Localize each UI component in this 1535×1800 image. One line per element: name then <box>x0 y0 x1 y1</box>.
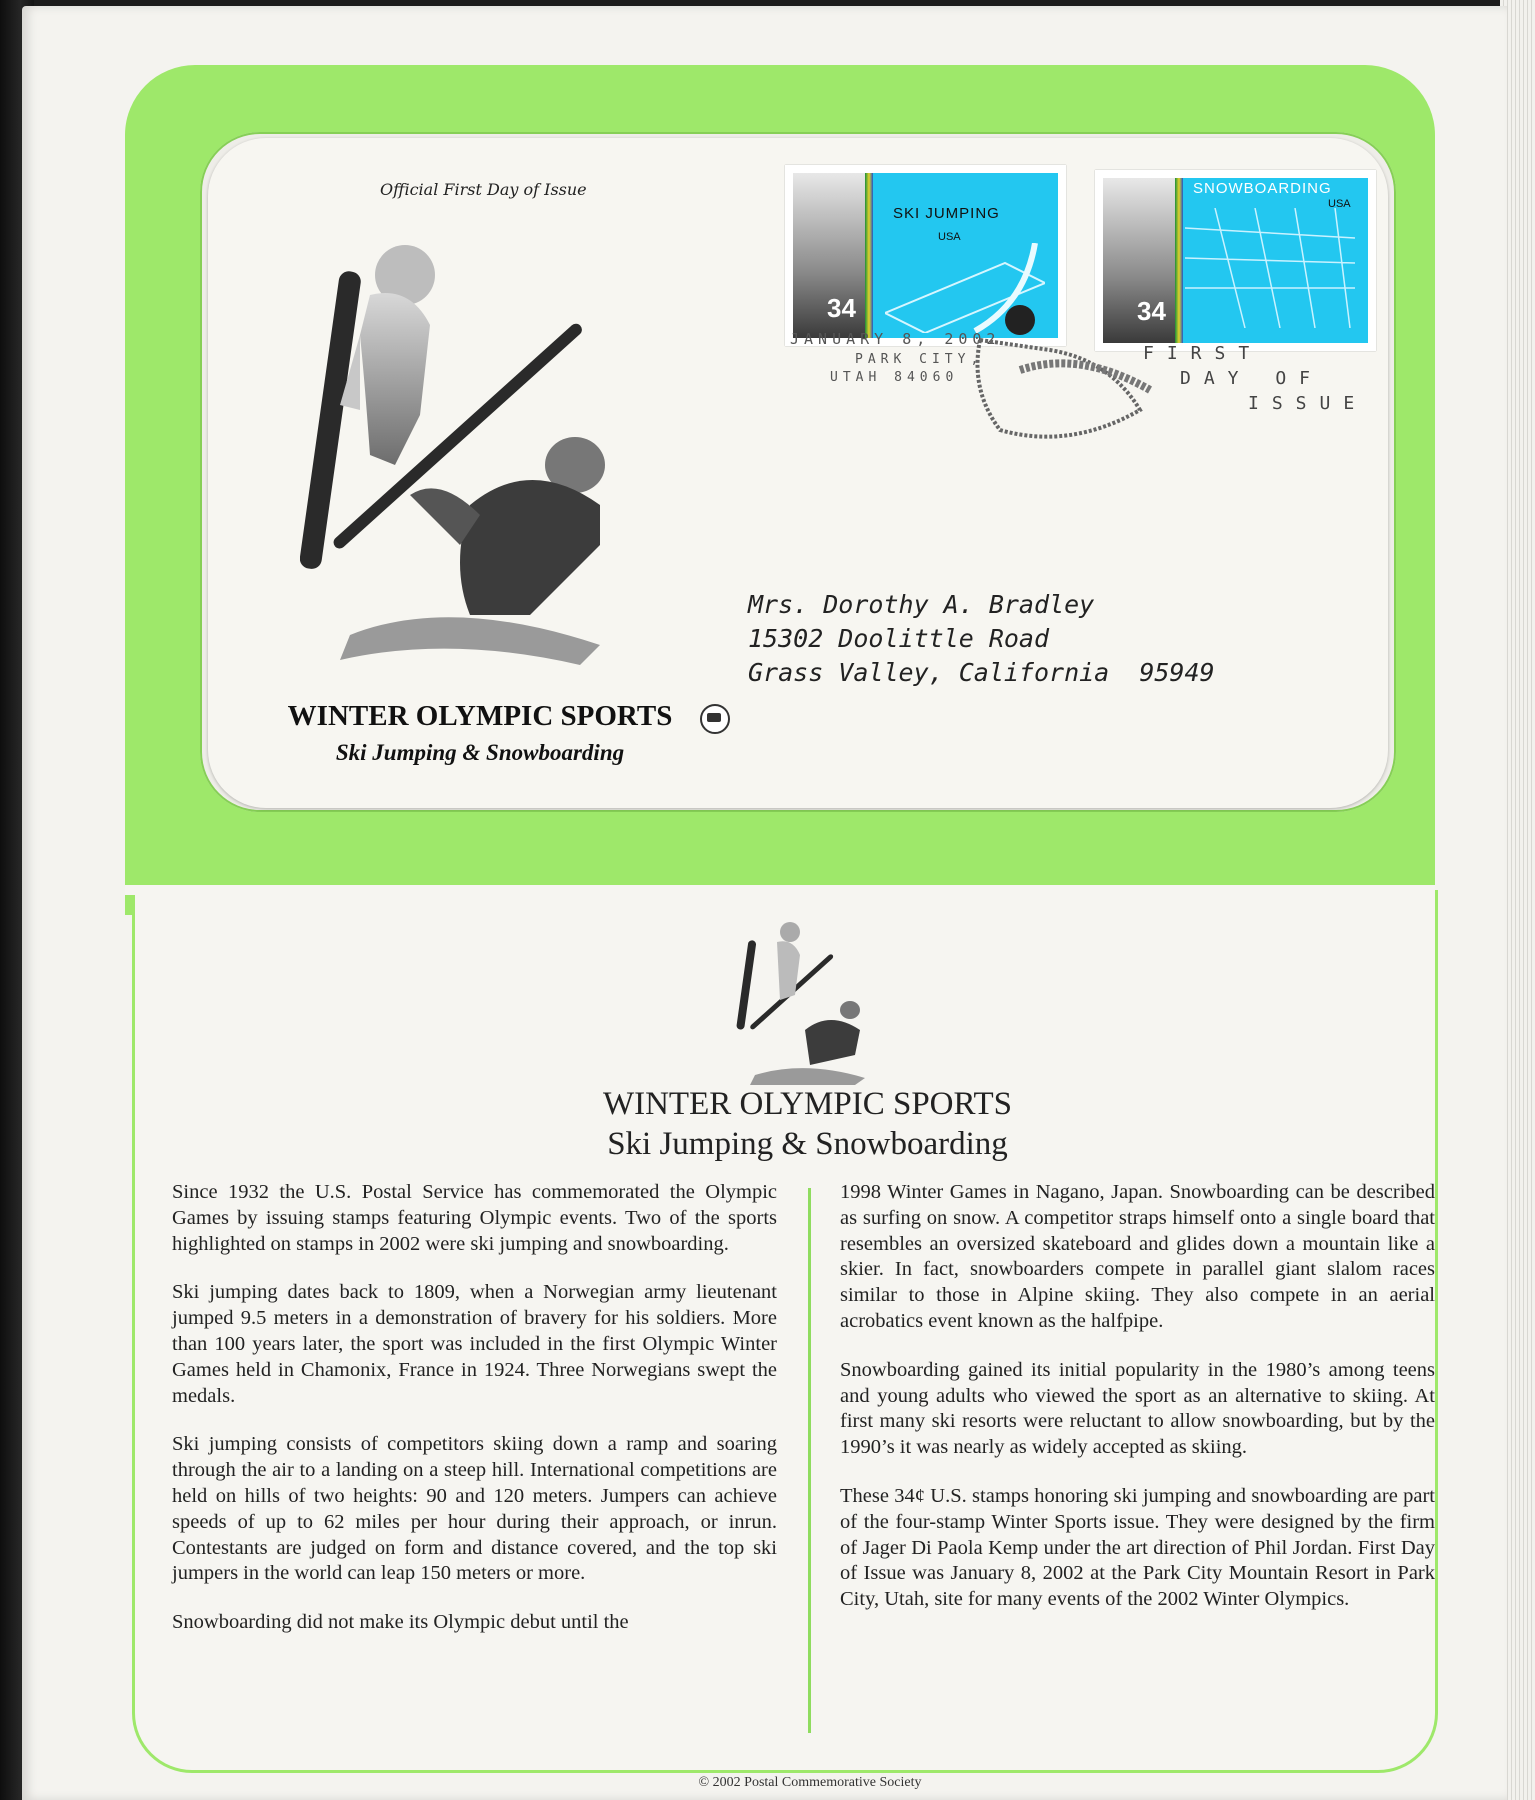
stamp-denomination: 34 <box>1137 296 1166 326</box>
column-divider <box>808 1188 811 1733</box>
postmark-cancel-art <box>960 300 1160 450</box>
paragraph: 1998 Winter Games in Nagano, Japan. Snowboarding can be described as surfing on snow. A competitor straps himself onto a single board that resembles an oversized skateboard and glides down a mountain like a skier. In fact, snowboarders compete in parallel giant slalom races similar to those in Alpine skiing. They also compete in an aerial acrobatics event known as the halfpipe. <box>840 1181 1435 1332</box>
left-text-column <box>172 1180 777 1659</box>
postmark-state-zip: UTAH 84060 <box>830 370 959 385</box>
society-seal-icon <box>700 704 730 734</box>
info-title: WINTER OLYMPIC SPORTS <box>602 1086 1013 1122</box>
mini-ski-snowboard-art <box>735 920 885 1085</box>
paragraph: Snowboarding did not make its Olympic debut until the <box>172 1611 629 1634</box>
paragraph: These 34¢ U.S. stamps honoring ski jumping and snowboarding are part of the four-stamp Winter Sports issue. They were designed by the firm of Jager Di Paola Kemp under the art direction of Phil Jordan. First Day of Issue was January 8, 2002 at the Park City Mountain Resort in Park City, Utah, site for many events of the 2002 Winter Olympics. <box>840 1484 1435 1611</box>
info-subtitle: Ski Jumping & Snowboarding <box>607 1126 1008 1162</box>
stamp-country: USA <box>938 231 961 243</box>
postmark-city: PARK CITY, <box>855 352 984 367</box>
cover-title: WINTER OLYMPIC SPORTS <box>287 700 673 732</box>
address-street: 15302 Doolittle Road <box>748 624 1050 653</box>
stamp-country: USA <box>1328 198 1351 210</box>
paragraph: Ski jumping consists of competitors skiing down a ramp and soaring through the air to a landing on a steep hill. International competitions are held on hills of two heights: 90 and 120 meters. Jumpers can achieve speeds of up to 62 miles per hour during their approach, or inrun. Contestants are judged on form and distance covered, and the top ski jumpers in the world can leap 150 meters or more. <box>172 1433 777 1585</box>
address-city: Grass Valley, California 95949 <box>748 658 1215 687</box>
address-name: Mrs. Dorothy A. Bradley <box>748 590 1095 619</box>
stamp-label: SKI JUMPING <box>893 205 1000 222</box>
fdoi-line1: FIRST <box>1143 343 1263 364</box>
fdoi-line2: DAY OF <box>1180 368 1324 389</box>
paragraph: Since 1932 the U.S. Postal Service has commemorated the Olympic Games by issuing stamps featuring Olympic events. Two of the sports highlighted on stamps in 2002 were ski jumping and snowboarding. <box>172 1181 777 1255</box>
copyright-footer: © 2002 Postal Commemorative Society <box>698 1775 922 1790</box>
paragraph: Snowboarding gained its initial popularity in the 1980’s among teens and young adults who viewed the sport as an alternative to skiing. At first many ski resorts were reluctant to allow snowboarding, but by the 1990’s it was nearly as widely accepted as skiing. <box>840 1358 1435 1459</box>
cover-subtitle: Ski Jumping & Snowboarding <box>335 740 625 765</box>
info-panel-top <box>125 885 1435 895</box>
fdoi-line3: ISSUE <box>1248 393 1368 414</box>
recipient-address <box>748 588 1215 690</box>
stamp-label: SNOWBOARDING <box>1193 180 1332 197</box>
right-text-column <box>840 1180 1435 1636</box>
postmark-date: JANUARY 8, 2002 <box>790 330 1001 348</box>
paragraph: Ski jumping dates back to 1809, when a Norwegian army lieutenant jumped 9.5 meters in a demonstration of bravery for his soldiers. More than 100 years later, the sport was included in the first Olympic Winter Games held in Chamonix, France in 1924. Three Norwegians swept the medals. <box>172 1281 777 1407</box>
stamp-denomination: 34 <box>827 293 856 323</box>
official-fdoi-label: Official First Day of Issue <box>380 180 587 199</box>
cachet-ski-snowboard-art <box>300 215 660 675</box>
